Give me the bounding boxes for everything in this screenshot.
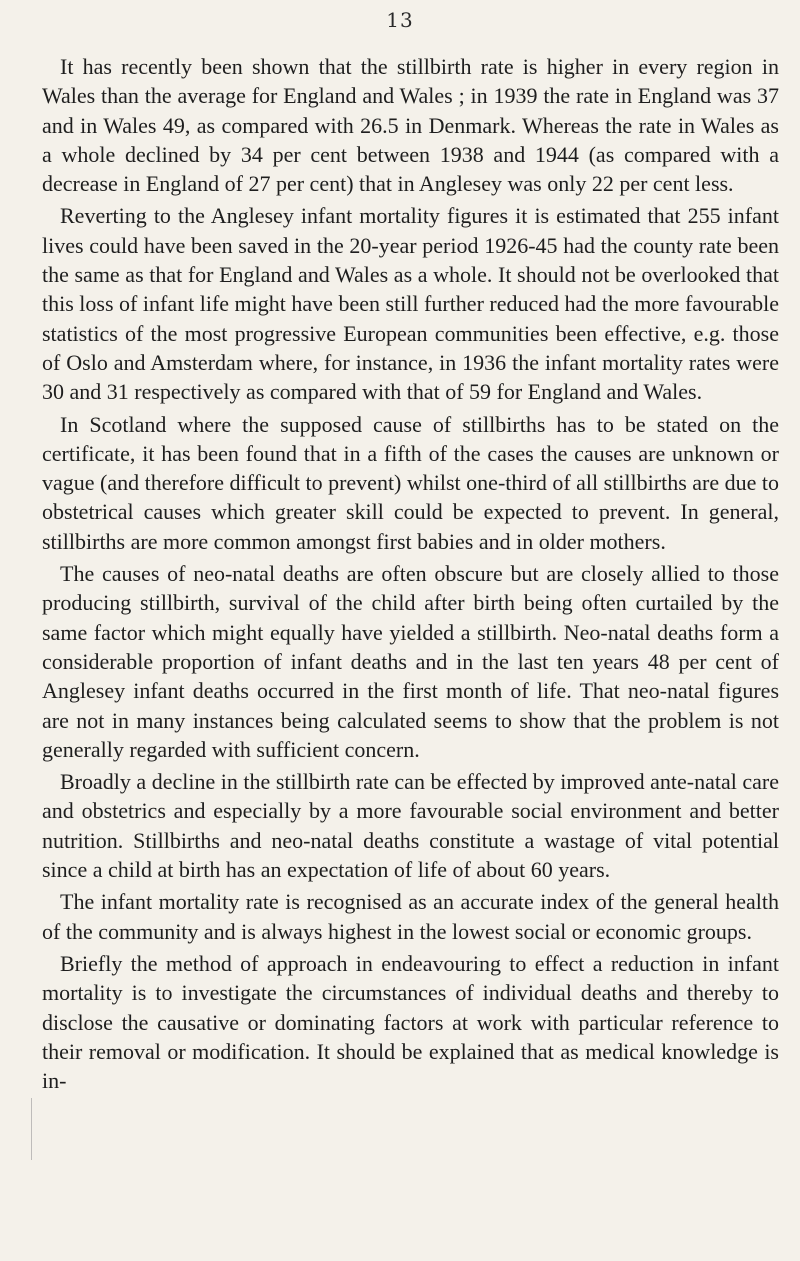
page-body	[42, 52, 779, 1098]
paragraph-scotland-stillbirth-causes: In Scotland where the supposed cause of stillbirths has to be stated on the certificate, it has been found that in a fifth of the cases the causes are unknown or vague (and therefore difficult to prevent) whilst one-third of all stillbirths are due to obstetrical causes which greater skill could be expected to prevent. In general, stillbirths are more common amongst first babies and in older mothers.	[42, 411, 779, 554]
paragraph-neo-natal-deaths: The causes of neo-natal deaths are often obscure but are closely allied to those producing stillbirth, survival of the child after birth being often curtailed by the same factor which might equally have yielded a stillbirth. Neo-natal deaths form a considerable proportion of infant deaths and in the last ten years 48 per cent of Anglesey infant deaths occurred in the first month of life. That neo-natal figures are not in many instances being calculated seems to show that the problem is not generally regarded with sufficient concern.	[42, 561, 779, 762]
paragraph-stillbirth-decline: Broadly a decline in the stillbirth rate can be effected by improved ante-natal care and obstetrics and especially by a more favourable social environment and better nutrition. Stillbirths and neo-natal deaths constitute a wastage of vital potential since a child at birth has an expectation of life of about 60 years.	[42, 769, 779, 883]
margin-mark	[31, 1098, 32, 1160]
paragraph-infant-mortality-index: The infant mortality rate is recognised as an accurate index of the general health of the community and is always highest in the lowest social or economic groups.	[42, 889, 779, 944]
paragraph-stillbirth-rate-wales: It has recently been shown that the stillbirth rate is higher in every region in Wales than the average for England and Wales ; in 1939 the rate in England was 37 and in Wales 49, as compared with 26.5 in Denmark. Whereas the rate in Wales as a whole declined by 34 per cent between 1938 and 1944 (as compared with a decrease in England of 27 per cent) that in Anglesey was only 22 per cent less.	[42, 54, 779, 197]
paragraph-anglesey-infant-mortality: Reverting to the Anglesey infant mortality figures it is estimated that 255 infant lives could have been saved in the 20-year period 1926-45 had the county rate been the same as that for England and Wales as a whole. It should not be overlooked that this loss of infant life might have been still further reduced had the more favourable statistics of the most progressive European communities been effective, e.g. those of Oslo and Amsterdam where, for instance, in 1936 the infant mortality rates were 30 and 31 respectively as compared with that of 59 for England and Wales.	[42, 203, 779, 405]
paragraph-method-of-approach: Briefly the method of approach in endeavouring to effect a reduction in infant mortality is to investigate the circumstances of individual deaths and thereby to disclose the causative or dominating factors at work with particular reference to their removal or modification. It should be explained that as medical knowledge is in-	[42, 950, 779, 1094]
page-number: 13	[386, 8, 414, 32]
